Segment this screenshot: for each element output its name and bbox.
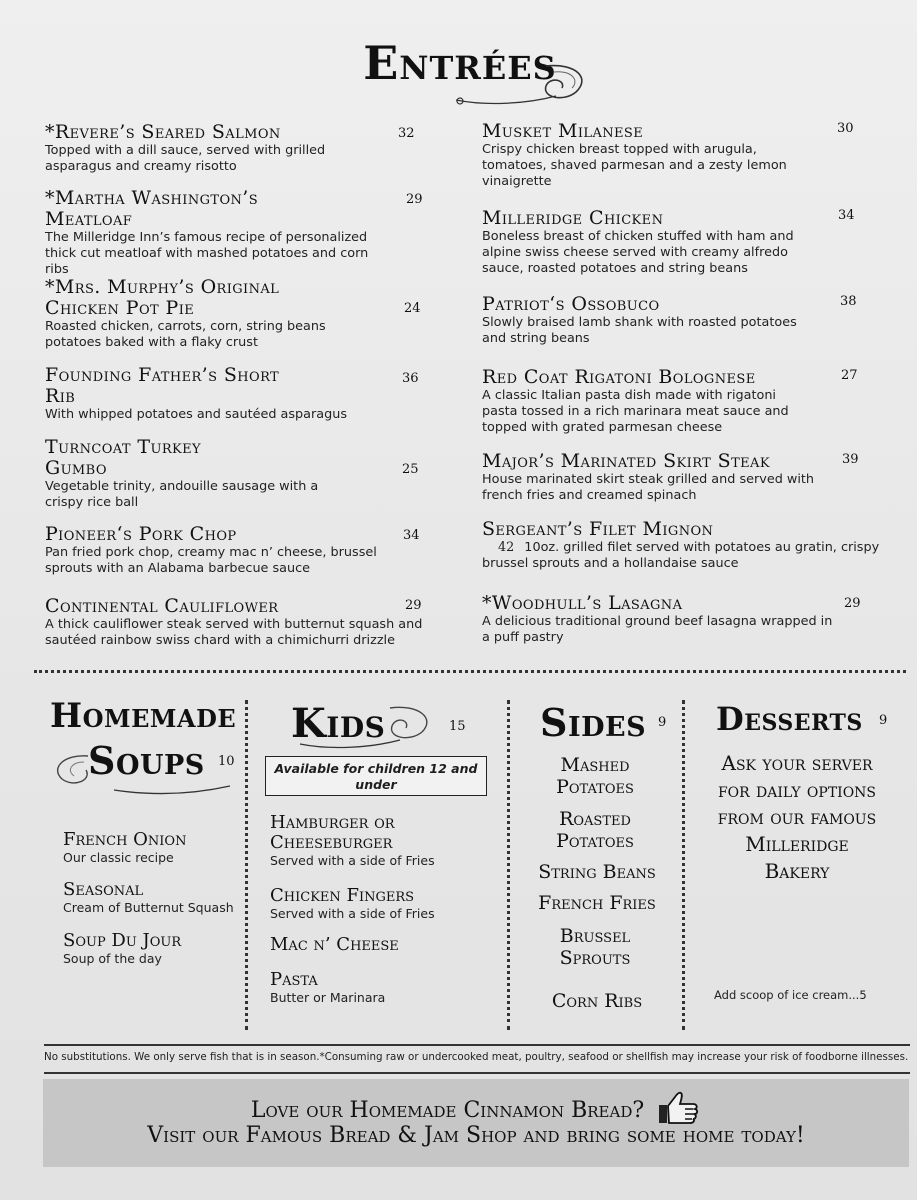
entree-name: Pioneer‘s Pork Chop [45,523,237,545]
flourish-ornament-icon [44,746,234,796]
banner-line2: Visit our Famous Bread & Jam Shop and bring some home today! [147,1123,805,1148]
soup-item [63,880,234,915]
entree-name: Patriot‘s Ossobuco [482,293,660,315]
kids-title: Kids [291,700,386,747]
entree-name: Red Coat Rigatoni Bolognese [482,366,756,388]
kids-name: Pasta [270,969,318,990]
entree-price: 36 [402,371,419,386]
entree-desc: House marinated skirt steak grilled and served with french fries and creamed spinach [482,472,815,503]
entree-name: Continental Cauliflower [45,595,279,617]
side-item: String Beans [538,861,656,883]
entree-item [45,437,430,511]
column-divider [507,700,510,1030]
entree-name: Founding Father’s Short Rib [45,364,280,407]
entree-name: Milleridge Chicken [482,207,664,229]
flourish-ornament-icon [446,58,591,108]
kids-name: Mac n’ Cheese [270,934,399,955]
banner-line1 [43,1091,909,1125]
flourish-ornament-icon [290,700,440,750]
entree-desc: Topped with a dill sauce, served with grilled asparagus and creamy risotto [45,143,326,174]
entree-item [482,208,867,277]
entree-desc: Roasted chicken, carrots, corn, string beans potatoes baked with a flaky crust [45,319,326,350]
entree-desc: Slowly braised lamb shank with roasted potatoes and string beans [482,315,797,346]
entree-price: 30 [837,121,854,136]
section-divider [34,670,906,673]
bread-shop-banner [43,1079,909,1167]
soup-name: Seasonal [63,879,144,900]
entree-item [45,122,430,175]
entree-name: Major’s Marinated Skirt Steak [482,450,770,472]
kids-desc: Served with a side of Fries [270,853,435,868]
entree-item [45,188,430,278]
soup-desc: Soup of the day [63,951,162,966]
entrees-title: Entrées [363,36,557,90]
soup-name: Soup Du Jour [63,930,182,951]
kids-name: Chicken Fingers [270,885,415,906]
entree-name: *Martha Washington’s Meatloaf [45,187,259,230]
entree-desc: Boneless breast of chicken stuffed with ham and alpine swiss cheese served with creamy alfredo sauce, roasted potatoes and string beans [482,229,794,276]
entree-item [482,593,867,646]
banner-line1-text: Love our Homemade Cinnamon Bread? [250,1098,645,1123]
entree-item [482,367,867,436]
entree-price: 29 [406,192,423,207]
thumbs-up-icon [655,1091,701,1125]
kids-desc: Butter or Marinara [270,990,386,1005]
entree-name: *Woodhull’s Lasagna [482,592,683,614]
entree-price: 25 [402,462,419,477]
entree-desc: 10oz. grilled filet served with potatoes au gratin, crispy brussel sprouts and a hollandaise sauce [482,540,880,571]
soup-desc: Cream of Butternut Squash [63,900,234,915]
entree-item [482,519,882,572]
entree-price: 27 [841,368,858,383]
entree-price: 34 [403,528,420,543]
entree-price: 32 [398,126,415,141]
side-item: French Fries [538,892,656,914]
entree-price: 24 [404,301,421,316]
kids-item [270,935,490,955]
entree-name: *Revere’s Seared Salmon [45,121,281,143]
entree-price: 42 [498,540,515,555]
entree-desc: A delicious traditional ground beef lasagna wrapped in a puff pastry [482,614,833,645]
entree-desc: Crispy chicken breast topped with arugula, tomatoes, shaved parmesan and a zesty lemon vinaigrette [482,142,787,189]
side-item: Corn Ribs [551,990,643,1012]
soup-desc: Our classic recipe [63,850,174,865]
disclaimer: No substitutions. We only serve fish that is in season.*Consuming raw or undercooked meat, poultry, seafood or shellfish may increase your risk of foodborne illnesses. [44,1044,910,1074]
sides-price: 9 [658,715,667,730]
side-item: Roasted Potatoes [556,808,634,852]
column-divider [245,700,248,1030]
entree-item [45,596,430,649]
entree-price: 38 [840,294,857,309]
entree-name: Turncoat Turkey Gumbo [45,436,201,479]
entree-desc: With whipped potatoes and sautéed asparagus [45,407,348,422]
kids-price: 15 [449,719,466,734]
column-divider [682,700,685,1030]
kids-item [270,886,490,921]
kids-item [270,970,490,1005]
soups-title-line1: Homemade [50,696,237,736]
soup-name: French Onion [63,829,187,850]
entree-name: Sergeant’s Filet Mignon [482,518,714,540]
entree-item [45,524,430,577]
entree-name: *Mrs. Murphy’s Original Chicken Pot Pie [45,276,280,319]
entree-price: 39 [842,452,859,467]
entree-desc: The Milleridge Inn’s famous recipe of personalized thick cut meatloaf with mashed potatoes and corn ribs [45,230,369,277]
kids-name: Hamburger or Cheeseburger [270,812,395,853]
soups-price: 10 [218,754,235,769]
entree-price: 29 [844,596,861,611]
kids-item [270,813,490,868]
entree-desc: A thick cauliflower steak served with butternut squash and sautéed rainbow swiss chard with a chimichurri drizzle [45,617,423,648]
entree-item [482,451,867,504]
entree-desc-wrap [482,540,882,572]
entree-name: Musket Milanese [482,120,644,142]
ice-cream-addon: Add scoop of ice cream...5 [714,988,867,1002]
side-item: Mashed Potatoes [556,754,634,798]
desserts-description: Ask your server for daily options from our famous Milleridge Bakery [717,751,877,883]
entree-desc: Vegetable trinity, andouille sausage with a crispy rice ball [45,479,319,510]
entree-item [482,294,867,347]
soup-item [63,830,186,865]
entree-desc: Pan fried pork chop, creamy mac n’ cheese, brussel sprouts with an Alabama barbecue sauce [45,545,377,576]
entree-item [45,365,430,423]
kids-desc: Served with a side of Fries [270,906,435,921]
soups-title-line2: Soups [88,738,205,783]
sides-title: Sides [540,700,647,745]
entree-price: 34 [838,208,855,223]
desserts-price: 9 [879,713,888,728]
kids-availability-note: Available for children 12 and under [265,756,487,796]
entree-item [45,277,430,351]
soup-item [63,931,181,966]
entree-price: 29 [405,598,422,613]
entree-item [482,121,867,190]
desserts-title: Desserts [716,700,863,738]
entree-desc: A classic Italian pasta dish made with rigatoni pasta tossed in a rich marinara meat sauce and topped with grated parmesan cheese [482,388,789,435]
side-item: Brussel Sprouts [559,925,631,969]
